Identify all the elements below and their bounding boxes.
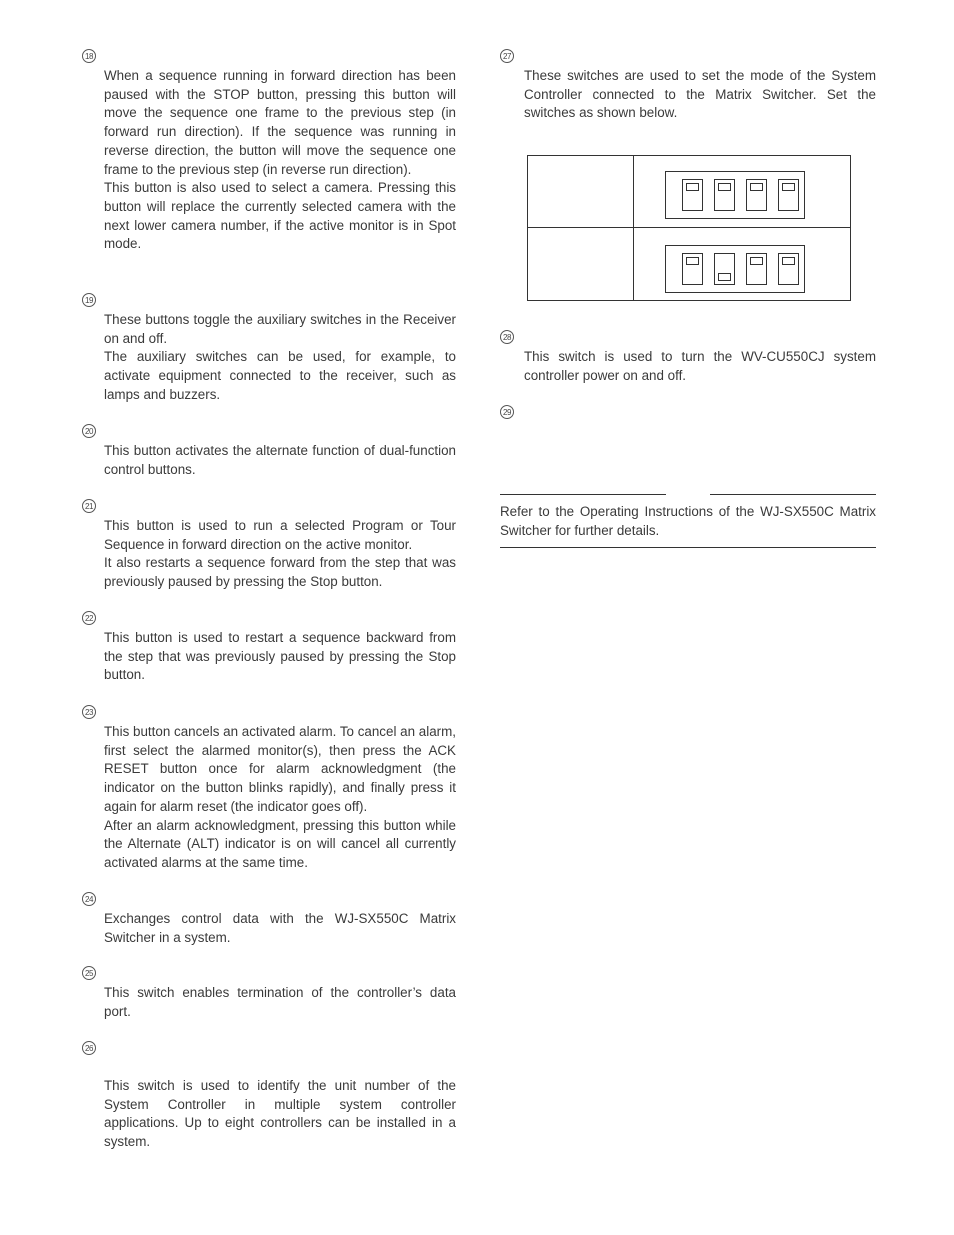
table-row-label [528, 156, 634, 228]
item-number: 20 [82, 424, 96, 438]
item-description [104, 910, 456, 947]
paragraph: This switch is used to turn the WV-CU550CJ system controller power on and off. [524, 349, 876, 383]
switch-knob [718, 183, 731, 191]
item-description [104, 517, 456, 592]
item-number: 23 [82, 705, 96, 719]
item-description [524, 67, 876, 123]
item-number: 22 [82, 611, 96, 625]
item-number: 25 [82, 966, 96, 980]
item-description [104, 311, 456, 405]
paragraph: The auxiliary switches can be used, for example, to activate equipment connected to the receiver, such as lamps and buzzers. [104, 349, 456, 402]
paragraph: Refer to the Operating Instructions of the WJ-SX550C Matrix Switcher for further details. [500, 504, 876, 538]
paragraph: Exchanges control data with the WJ-SX550C Matrix Switcher in a system. [104, 911, 456, 945]
dip-switch-4 [778, 179, 799, 211]
note-top-rule-right [710, 494, 876, 495]
item-number: 28 [500, 330, 514, 344]
item-description [524, 348, 876, 385]
note-bottom-rule [500, 547, 876, 548]
paragraph: These switches are used to set the mode of the System Controller connected to the Matrix Switcher. Set the switches as shown below. [524, 68, 876, 121]
paragraph: This button is used to run a selected Program or Tour Sequence in forward direction on the active monitor. [104, 518, 456, 552]
item-number: 24 [82, 892, 96, 906]
item-number: 27 [500, 49, 514, 63]
item-description [104, 1077, 456, 1152]
switch-knob [782, 183, 795, 191]
item-description [104, 442, 456, 479]
dip-switch-1 [682, 253, 703, 285]
dip-switch-3 [746, 253, 767, 285]
paragraph: This button is used to restart a sequence backward from the step that was previously paused by pressing the Stop button. [104, 630, 456, 683]
item-description [104, 629, 456, 685]
item-number: 21 [82, 499, 96, 513]
item-description [104, 984, 456, 1021]
dip-switch-4 [778, 253, 799, 285]
mode-switch-table [527, 155, 851, 301]
paragraph: This button is also used to select a camera. Pressing this button will replace the currently selected camera with the next lower camera number, if the active monitor is in Spot mode. [104, 180, 456, 252]
paragraph: This button activates the alternate function of dual-function control buttons. [104, 443, 456, 477]
dip-switch-2 [714, 179, 735, 211]
dip-switch-bank [665, 171, 805, 219]
item-description [104, 67, 456, 254]
switch-knob [782, 257, 795, 265]
paragraph: This button cancels an activated alarm. To cancel an alarm, first select the alarmed monitor(s), then press the ACK RESET button once for alarm acknowledgment (the indicator on the button blinks rapidly), and finally press it again for alarm reset (the indicator goes off). [104, 724, 456, 814]
paragraph: This switch is used to identify the unit number of the System Controller in multiple system controller applications. Up to eight controllers can be installed in a system. [104, 1078, 456, 1150]
note-text [500, 503, 876, 540]
table-row-label [528, 228, 634, 301]
item-number: 18 [82, 49, 96, 63]
item-number: 19 [82, 293, 96, 307]
switch-knob [750, 183, 763, 191]
switch-knob [750, 257, 763, 265]
paragraph: When a sequence running in forward direction has been paused with the STOP button, pressing this button will move the sequence one frame to the previous step (in forward run direction). If the sequence was running in reverse direction, the button will move the sequence one frame to the previous step (in reverse run direction). [104, 68, 456, 177]
switch-knob [718, 273, 731, 281]
dip-switch-1 [682, 179, 703, 211]
item-description [104, 723, 456, 873]
switch-knob [686, 257, 699, 265]
item-number: 26 [82, 1041, 96, 1055]
switch-knob [686, 183, 699, 191]
paragraph: This switch enables termination of the controller’s data port. [104, 985, 456, 1019]
dip-switch-bank [665, 245, 805, 293]
switch-setting-cell [634, 156, 851, 228]
paragraph: After an alarm acknowledgment, pressing this button while the Alternate (ALT) indicator is on will cancel all currently activated alarms at the same time. [104, 817, 456, 870]
dip-switch-3 [746, 179, 767, 211]
paragraph: These buttons toggle the auxiliary switches in the Receiver on and off. [104, 312, 456, 346]
note-top-rule-left [500, 494, 666, 495]
switch-setting-cell [634, 228, 851, 301]
paragraph: It also restarts a sequence forward from the step that was previously paused by pressing the Stop button. [104, 555, 456, 590]
item-number: 29 [500, 405, 514, 419]
dip-switch-2 [714, 253, 735, 285]
